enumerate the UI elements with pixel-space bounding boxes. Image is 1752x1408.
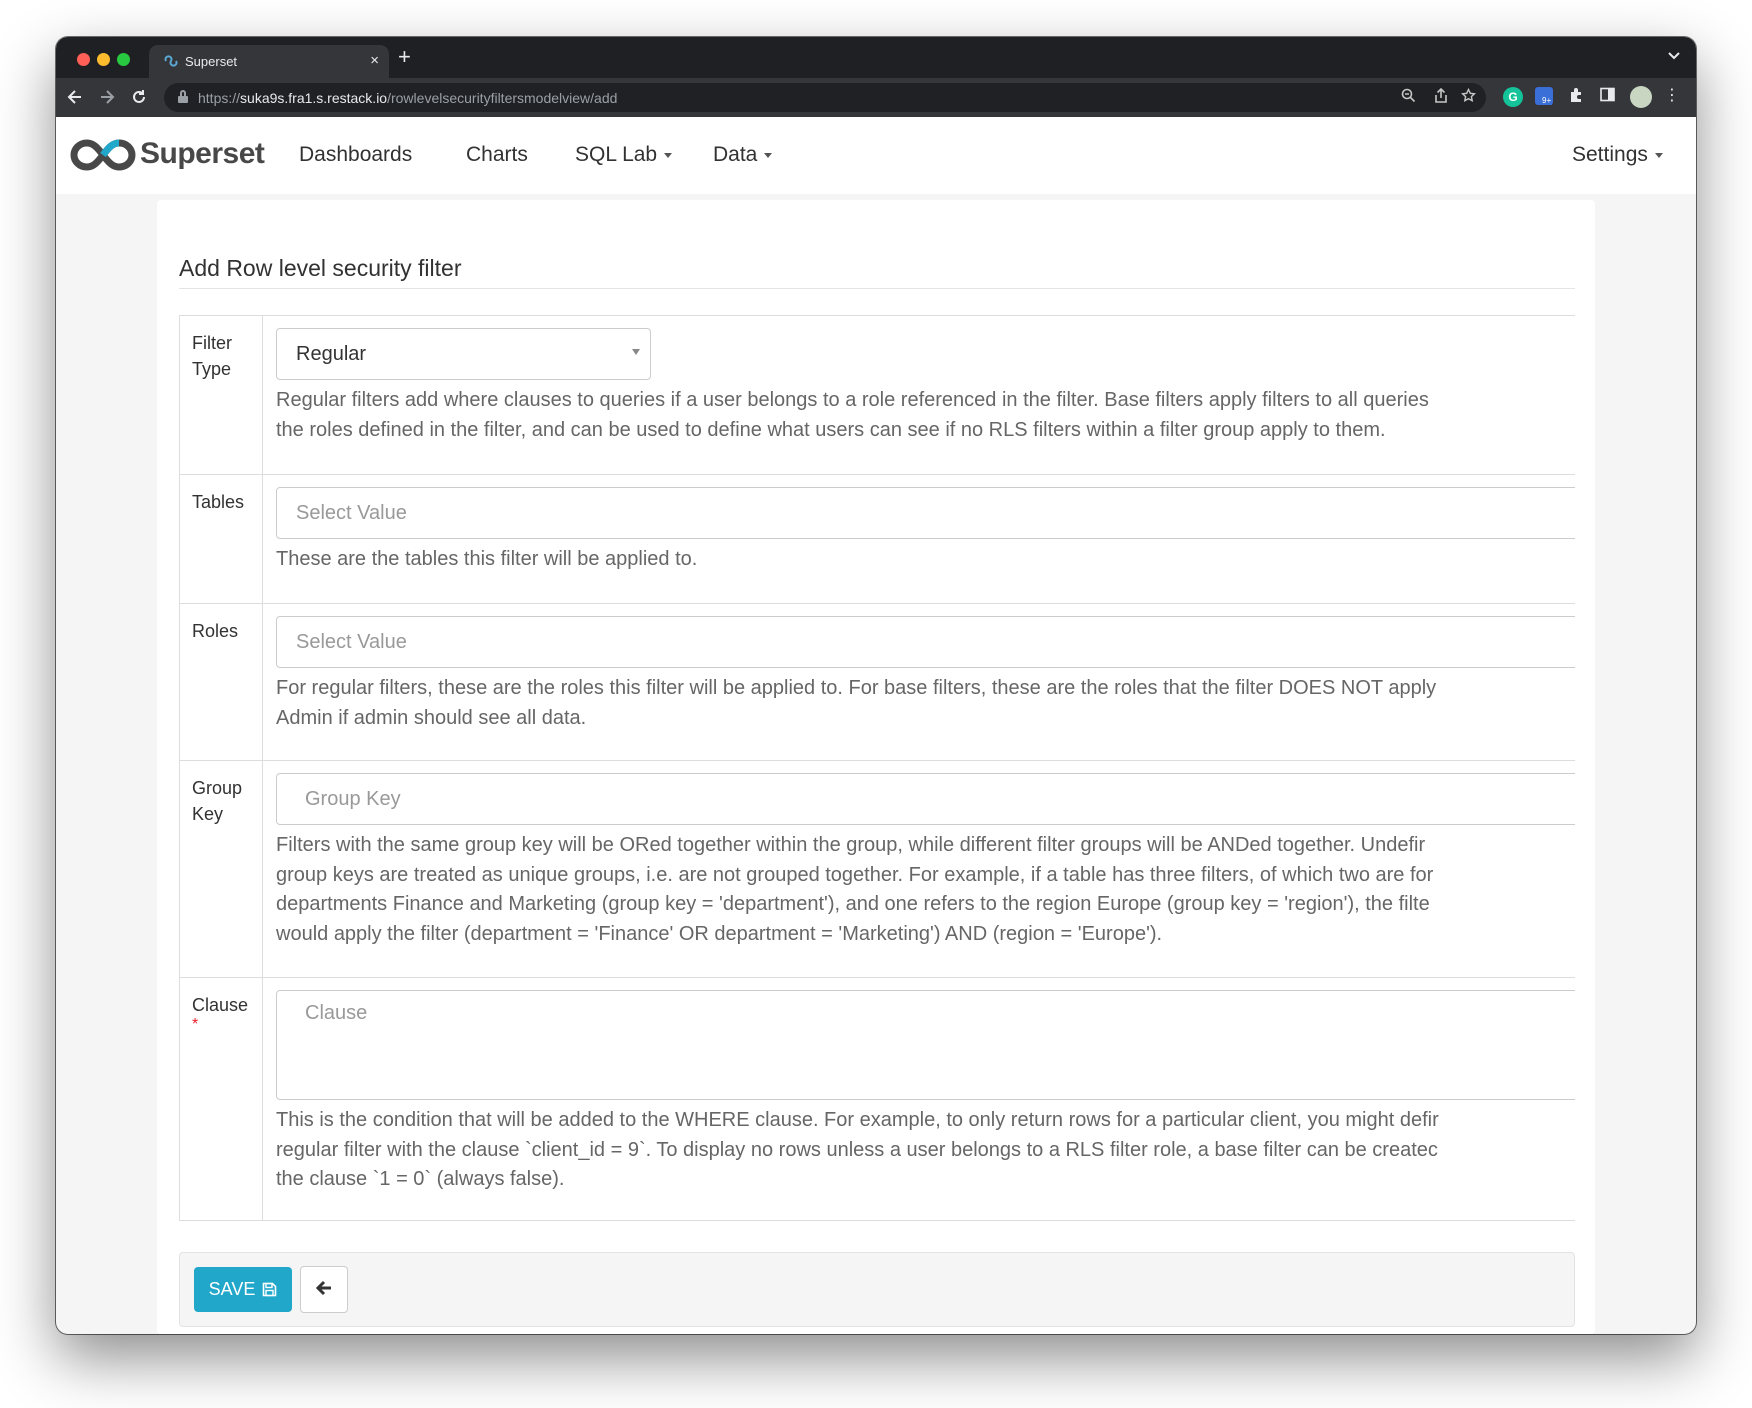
back-arrow-icon[interactable] <box>64 86 86 108</box>
nav-charts[interactable]: Charts <box>466 143 528 166</box>
group-key-row <box>180 760 1575 977</box>
new-tab-button[interactable]: + <box>398 44 411 69</box>
form-actions <box>179 1252 1575 1327</box>
tab-search-chevron-icon[interactable] <box>1668 47 1680 63</box>
rls-form <box>179 315 1575 1221</box>
address-bar[interactable] <box>164 83 1486 112</box>
save-label: SAVE <box>208 1279 256 1299</box>
close-tab-icon[interactable]: × <box>370 52 379 69</box>
grammarly-extension-icon[interactable]: G <box>1503 87 1523 107</box>
browser-tab[interactable] <box>149 45 389 78</box>
group-key-cell <box>264 761 1575 977</box>
roles-label: Roles <box>180 604 263 760</box>
nav-data[interactable]: Data <box>713 143 772 167</box>
lock-icon[interactable] <box>178 90 188 104</box>
clause-cell <box>264 978 1575 1221</box>
floppy-disk-icon <box>262 1282 277 1297</box>
side-panel-icon[interactable] <box>1597 87 1617 107</box>
roles-select[interactable]: Select Value <box>276 616 1575 668</box>
maximize-window-button[interactable] <box>117 53 130 66</box>
filter-type-label: Filter Type <box>180 316 263 474</box>
group-key-help: Filters with the same group key will be ORed together within the group, while different filter groups will be ANDed together. Undefir group keys are treated as unique groups, i.e. are not grouped together. For example, if a table has three filters, of which two are for departments Finance and Marketing (group key = 'department'), and one refers to the region Europe (group key = 'region'), the filte would apply the filter (department = 'Finance' OR department = 'Marketing') AND (region = 'Europe'). <box>276 834 1434 945</box>
required-asterisk: * <box>192 1016 199 1033</box>
brand-name[interactable]: Superset <box>140 137 265 170</box>
title-divider <box>179 288 1575 289</box>
superset-favicon-icon <box>163 53 179 69</box>
page-title: Add Row level security filter <box>179 255 462 281</box>
tables-label: Tables <box>180 475 263 603</box>
share-icon[interactable] <box>1434 88 1448 107</box>
extension-icon[interactable]: 9+ <box>1535 87 1553 105</box>
bookmark-star-icon[interactable] <box>1461 88 1476 107</box>
filter-type-help: Regular filters add where clauses to queries if a user belongs to a role referenced in the filter. Base filters apply filters to all queries the roles defined in the filter, and can be used to define what users can see if no RLS filters within a filter group apply to them. <box>276 389 1429 441</box>
tab-title: Superset <box>185 54 238 69</box>
superset-logo-icon[interactable] <box>70 135 136 175</box>
extensions-puzzle-icon[interactable] <box>1566 87 1586 107</box>
filter-type-row <box>180 316 1575 474</box>
save-button[interactable] <box>194 1267 292 1312</box>
zoom-icon[interactable] <box>1401 88 1416 107</box>
clause-textarea[interactable]: Clause <box>276 990 1575 1100</box>
select-caret-icon <box>632 349 640 355</box>
roles-cell <box>264 604 1575 760</box>
content-panel <box>157 200 1595 1334</box>
browser-toolbar <box>56 78 1696 117</box>
minimize-window-button[interactable] <box>97 53 110 66</box>
arrow-left-icon <box>315 1280 333 1296</box>
browser-tab-strip <box>56 37 1696 78</box>
nav-sql-lab[interactable]: SQL Lab <box>575 143 672 167</box>
nav-settings[interactable]: Settings <box>1572 143 1663 167</box>
clause-row <box>180 977 1575 1221</box>
tables-row <box>180 474 1575 603</box>
clause-label: Clause * <box>180 978 263 1221</box>
clause-help: This is the condition that will be added to the WHERE clause. For example, to only return rows for a particular client, you might defir regular filter with the clause `client_id = 9`. To display no rows unless a user belongs to a RLS filter role, a base filter can be createc the clause `1 = 0` (always false). <box>276 1109 1439 1190</box>
caret-down-icon <box>664 153 672 158</box>
superset-navbar <box>56 117 1696 194</box>
group-key-label: Group Key <box>180 761 263 977</box>
filter-type-select[interactable]: Regular <box>276 328 651 380</box>
filter-type-cell <box>264 316 1575 474</box>
browser-menu-icon[interactable]: ⋮ <box>1664 87 1680 104</box>
caret-down-icon <box>764 153 772 158</box>
caret-down-icon <box>1655 153 1663 158</box>
reload-icon[interactable] <box>128 86 150 108</box>
tables-select[interactable]: Select Value <box>276 487 1575 539</box>
url-text: https://suka9s.fra1.s.restack.io/rowlevelsecurityfiltersmodelview/add <box>198 90 618 106</box>
profile-avatar[interactable] <box>1630 86 1652 108</box>
roles-help: For regular filters, these are the roles this filter will be applied to. For base filters, these are the roles that the filter DOES NOT apply Admin if admin should see all data. <box>276 677 1437 729</box>
tables-help: These are the tables this filter will be applied to. <box>276 548 698 570</box>
browser-window <box>56 37 1696 1334</box>
close-window-button[interactable] <box>77 53 90 66</box>
roles-row <box>180 603 1575 760</box>
forward-arrow-icon[interactable] <box>96 86 118 108</box>
group-key-input[interactable]: Group Key <box>276 773 1575 825</box>
nav-dashboards[interactable]: Dashboards <box>299 143 413 166</box>
tables-cell <box>264 475 1575 603</box>
back-button[interactable] <box>300 1266 348 1313</box>
